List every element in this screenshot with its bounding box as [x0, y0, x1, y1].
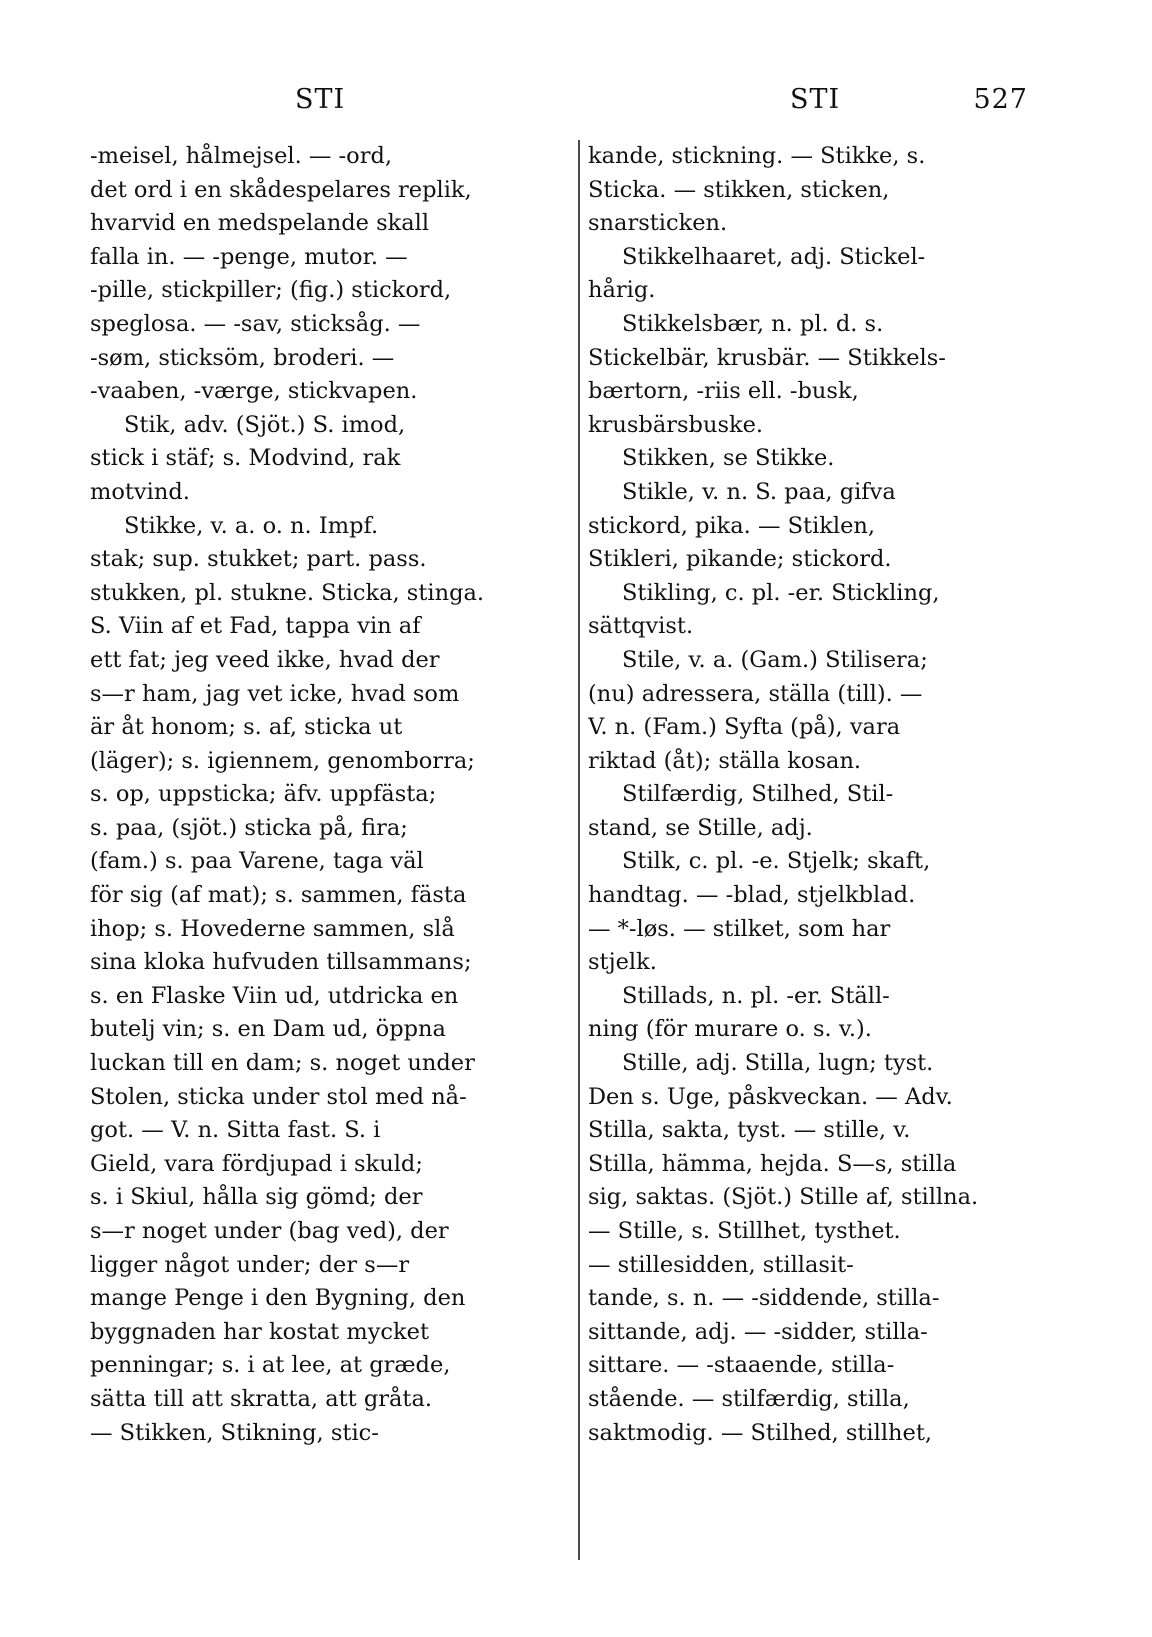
- text-line: s. i Skiul, hålla sig gömd; der: [90, 1184, 423, 1211]
- text-line: motvind.: [90, 478, 190, 505]
- text-line: -søm, sticksöm, broderi. —: [90, 344, 395, 371]
- text-line: saktmodig. — Stilhed, stillhet,: [588, 1419, 933, 1446]
- running-head: [90, 84, 1050, 128]
- text-line: butelj vin; s. en Dam ud, öppna: [90, 1016, 446, 1043]
- text-line: speglosa. — -sav, sticksåg. —: [90, 310, 421, 337]
- text-line: -pille, stickpiller; (fig.) stickord,: [90, 277, 452, 304]
- text-line: kande, stickning. — Stikke, s.: [588, 143, 926, 169]
- text-line: krusbärsbuske.: [588, 411, 764, 438]
- text-line: riktad (åt); ställa kosan.: [588, 747, 862, 774]
- text-line: det ord i en skådespelares replik,: [90, 176, 472, 203]
- text-line: S. Viin af et Fad, tappa vin af: [90, 613, 421, 640]
- text-line: — Stille, s. Stillhet, tysthet.: [588, 1218, 901, 1244]
- text-line: sig, saktas. (Sjöt.) Stille af, stillna.: [588, 1184, 979, 1211]
- text-line: Stillads, n. pl. -er. Ställ-: [622, 982, 890, 1009]
- text-line: sättqvist.: [588, 613, 694, 640]
- text-line: stick i stäf; s. Modvind, rak: [90, 445, 401, 472]
- text-line: sina kloka hufvuden tillsammans;: [90, 949, 472, 976]
- text-line: sittare. — -staaende, stilla-: [588, 1352, 895, 1379]
- text-line: Stilla, hämma, hejda. S—s, stilla: [588, 1150, 957, 1177]
- text-line: tande, s. n. — -siddende, stilla-: [588, 1285, 940, 1312]
- text-line: ning (för murare o. s. v.).: [588, 1016, 872, 1043]
- text-line: stukken, pl. stukne. Sticka, stinga.: [90, 579, 485, 606]
- text-line: sätta till att skratta, att gråta.: [90, 1385, 433, 1412]
- text-line: falla in. — -penge, mutor. —: [90, 243, 408, 270]
- text-line: s—r noget under (bag ved), der: [90, 1218, 449, 1244]
- left-guide-word: STI: [295, 84, 346, 115]
- text-line: — *-løs. — stilket, som har: [588, 915, 891, 942]
- text-line: Den s. Uge, påskveckan. — Adv.: [588, 1083, 953, 1110]
- text-line: s. paa, (sjöt.) sticka på, fira;: [90, 814, 408, 841]
- text-line: sittande, adj. — -sidder, stilla-: [588, 1318, 928, 1345]
- text-line: Stikle, v. n. S. paa, gifva: [622, 478, 896, 505]
- text-line: — stillesidden, stillasit-: [588, 1251, 854, 1278]
- column-divider: [578, 140, 580, 1560]
- text-line: Sticka. — stikken, sticken,: [588, 176, 890, 203]
- text-line: Stile, v. a. (Gam.) Stilisera;: [622, 646, 928, 673]
- text-line: Stik, adv. (Sjöt.) S. imod,: [124, 411, 406, 438]
- text-line: stjelk.: [588, 949, 657, 976]
- text-line: Stilfærdig, Stilhed, Stil-: [622, 781, 894, 808]
- text-line: Stikken, se Stikke.: [622, 445, 835, 472]
- text-line: stand, se Stille, adj.: [588, 814, 813, 841]
- text-line: Stolen, sticka under stol med nå-: [90, 1083, 467, 1110]
- text-line: Stikkelsbær, n. pl. d. s.: [622, 310, 884, 337]
- text-line: byggnaden har kostat mycket: [90, 1318, 430, 1345]
- text-line: Stikling, c. pl. -er. Stickling,: [622, 579, 940, 606]
- text-line: hårig.: [588, 277, 656, 304]
- text-line: (läger); s. igiennem, genomborra;: [90, 747, 475, 774]
- text-line: -meisel, hålmejsel. — -ord,: [90, 143, 393, 169]
- text-line: s. en Flaske Viin ud, utdricka en: [90, 982, 459, 1009]
- text-line: Stikke, v. a. o. n. Impf.: [124, 512, 379, 539]
- text-line: -vaaben, -værge, stickvapen.: [90, 378, 418, 405]
- text-line: Stilk, c. pl. -e. Stjelk; skaft,: [622, 848, 931, 875]
- page-number: 527: [973, 84, 1028, 115]
- text-line: handtag. — -blad, stjelkblad.: [588, 882, 916, 909]
- text-line: Stikleri, pikande; stickord.: [588, 546, 892, 573]
- left-column: [90, 140, 572, 1560]
- text-line: snarsticken.: [588, 210, 728, 237]
- text-line: bærtorn, -riis ell. -busk,: [588, 378, 859, 405]
- text-line: ligger något under; der s—r: [90, 1251, 410, 1278]
- text-line: (nu) adressera, ställa (till). —: [588, 680, 923, 707]
- text-line: Stikkelhaaret, adj. Stickel-: [622, 243, 926, 270]
- text-line: hvarvid en medspelande skall: [90, 210, 430, 237]
- text-line: stickord, pika. — Stiklen,: [588, 512, 876, 539]
- text-line: V. n. (Fam.) Syfta (på), vara: [588, 714, 901, 741]
- text-line: penningar; s. i at lee, at græde,: [90, 1352, 451, 1379]
- text-line: är åt honom; s. af, sticka ut: [90, 714, 403, 741]
- text-line: got. — V. n. Sitta fast. S. i: [90, 1117, 381, 1144]
- text-line: (fam.) s. paa Varene, taga väl: [90, 848, 424, 875]
- right-column: [588, 140, 1058, 1560]
- text-line: stak; sup. stukket; part. pass.: [90, 546, 427, 573]
- text-line: luckan till en dam; s. noget under: [90, 1050, 475, 1077]
- text-line: s—r ham, jag vet icke, hvad som: [90, 680, 460, 707]
- text-line: Stickelbär, krusbär. — Stikkels-: [588, 344, 946, 371]
- text-line: stående. — stilfærdig, stilla,: [588, 1385, 910, 1412]
- text-line: — Stikken, Stikning, stic-: [90, 1419, 379, 1446]
- text-line: Gield, vara fördjupad i skuld;: [90, 1150, 423, 1177]
- text-line: ett fat; jeg veed ikke, hvad der: [90, 646, 440, 673]
- text-line: Stilla, sakta, tyst. — stille, v.: [588, 1117, 911, 1144]
- text-line: mange Penge i den Bygning, den: [90, 1285, 466, 1312]
- right-guide-word: STI: [790, 84, 841, 115]
- text-line: Stille, adj. Stilla, lugn; tyst.: [622, 1050, 934, 1077]
- text-line: ihop; s. Hovederne sammen, slå: [90, 915, 455, 942]
- text-line: för sig (af mat); s. sammen, fästa: [90, 882, 467, 909]
- text-line: s. op, uppsticka; äfv. uppfästa;: [90, 781, 437, 808]
